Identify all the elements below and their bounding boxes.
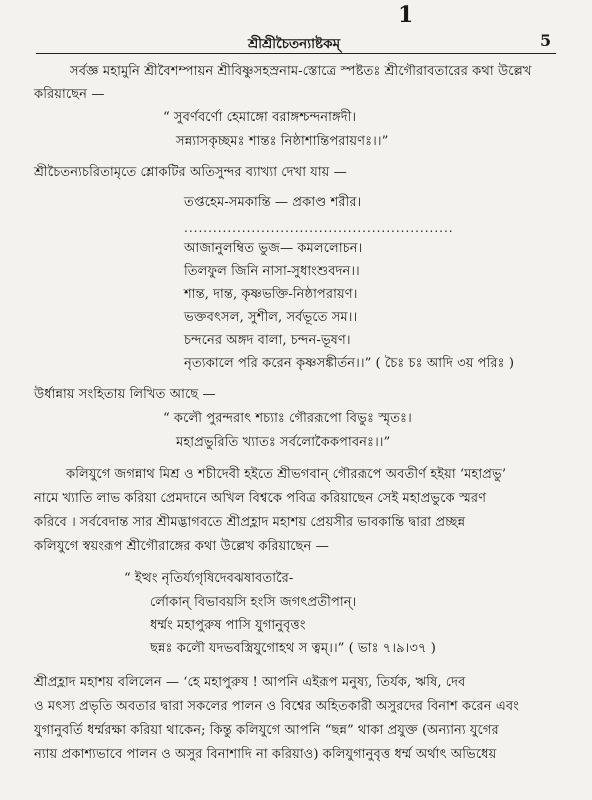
running-header-title: শ্রীশ্রীচৈতন্যাষ্টকম্‌: [248, 36, 341, 52]
paragraph-line: ও মৎস্য প্রভৃতি অবতার দ্বারা সকলের পালন ও বিশ্বের অহিতকারী অসুরদের বিনাশ করেন এবং: [34, 699, 519, 714]
header-rule: [36, 53, 556, 54]
verse-line: “ কলৌ পুরন্দরাৎ শচ্যাঃ গৌররূপো বিভুঃ স্মৃতঃ।: [163, 411, 412, 426]
paragraph-line: ন্যায় প্রকাশ্যভাবে পালন ও অসুর বিনাশাদি না করিয়াও) কলিযুগানুবৃত্ত ধর্ম্ম অর্থাৎ অভিধেয়: [34, 747, 497, 762]
verse-line: তিলফুল জিনি নাসা-সুধাংশুবদন।।: [184, 264, 360, 279]
handwritten-page-number: 1: [398, 2, 414, 28]
verse-line: ছন্নঃ কলৌ যদভবস্ত্রিযুগোহথ স ত্বম্‌।।” ( ভাঃ ৭।৯।৩৭ ): [150, 641, 436, 656]
paragraph-line: উর্ধান্নায় সংহিতায় লিখিত আছে —: [34, 387, 216, 402]
verse-line: নৃত্যকালে পরি করেন কৃষ্ণসঙ্কীর্তন।।” ( চৈঃ চঃ আদি ৩য় পরিঃ ): [184, 356, 515, 371]
paragraph-line: শ্রীপ্রহ্লাদ মহাশয় বলিলেন — ‘হে মহাপুরুষ ! আপনি এইরূপ মনুষ্য, তির্যক, ঋষি, দেব: [34, 675, 466, 690]
verse-line: ভক্তবৎসল, সুশীল, সর্বভূতে সম।।: [184, 310, 358, 325]
paragraph-line: করিয়াছেন —: [34, 87, 105, 102]
paragraph-line: শ্রীচৈতন্যচরিতামৃতে শ্লোকটির অতিসুন্দর ব্যাখ্যা দেখা যায় —: [34, 165, 347, 180]
paragraph-line: কলিযুগে স্বয়ংরূপ শ্রীগৌরাঙ্গের কথা উল্লেখ করিয়াছেন —: [34, 539, 329, 554]
verse-line: “ সুবর্ণবর্ণো হেমাঙ্গো বরাঙ্গশ্চন্দনাঙ্গদী।: [163, 110, 357, 125]
ellipsis-separator: ........................................................: [184, 221, 454, 235]
verse-line: মহাপ্রভুরিতি খ্যাতঃ সর্বলোকৈকপাবনঃ।।”: [176, 435, 391, 450]
verse-line: আজানুলম্বিত ভুজ— কমললোচন।: [184, 241, 363, 256]
paragraph-line: করিবে । সর্ববেদান্ত সার শ্রীমদ্ভাগবতে শ্রীপ্রহ্লাদ মহাশয় প্রেয়সীর ভাবকান্তি দ্বারা প্রচ্ছন্ন: [34, 515, 466, 530]
verse-line: র্লোকান্‌ বিভাবয়সি হংসি জগৎপ্রতীপান্‌।: [150, 595, 357, 610]
verse-line: শান্ত, দান্ত, কৃষ্ণভক্তি-নিষ্ঠাপরায়ণ।: [184, 287, 358, 302]
verse-line: ধর্ম্মং মহাপুরুষ পাসি যুগানুবৃত্তং: [150, 618, 306, 633]
verse-line: সন্ন্যাসকৃচ্ছমঃ শান্তঃ নিষ্ঠাশান্তিপরায়ণঃ।।”: [176, 134, 389, 149]
paragraph-line: নামে খ্যাতি লাভ করিয়া প্রেমদানে অখিল বিশ্বকে পবিত্র করিয়াছেন সেই মহাপ্রভুকে স্মরণ: [34, 491, 487, 506]
paragraph-line: কলিযুগে জগন্নাথ মিশ্র ও শচীদেবী হইতে শ্রীভগবান্‌ গৌররূপে অবতীর্ণ হইয়া ‘মহাপ্রভু’: [66, 467, 507, 482]
page-number: 5: [540, 31, 552, 50]
verse-line: চন্দনের অঙ্গদ বালা, চন্দন-ভূষণ।: [184, 333, 351, 348]
verse-line: “ ইত্থং নৃতির্য্যগৃষিদেবঝষাবতারৈ-: [124, 571, 294, 586]
verse-line: তপ্তহেম-সমকান্তি — প্রকাণ্ড শরীর।: [184, 195, 362, 210]
paragraph-line: সর্বজ্ঞ মহামুনি শ্রীবৈশম্পায়ন শ্রীবিষ্ণুসহস্রনাম-স্তোত্রে স্পষ্টতঃ শ্রীগৌরাবতারের কথা উল্লেখ: [70, 64, 532, 79]
paragraph-line: যুগানুবর্তি ধর্ম্মরক্ষা করিয়া থাকেন; কিন্তু কলিযুগে আপনি “ছন্ন” থাকা প্রযুক্ত (অন্যান্য যুগের: [34, 723, 499, 738]
